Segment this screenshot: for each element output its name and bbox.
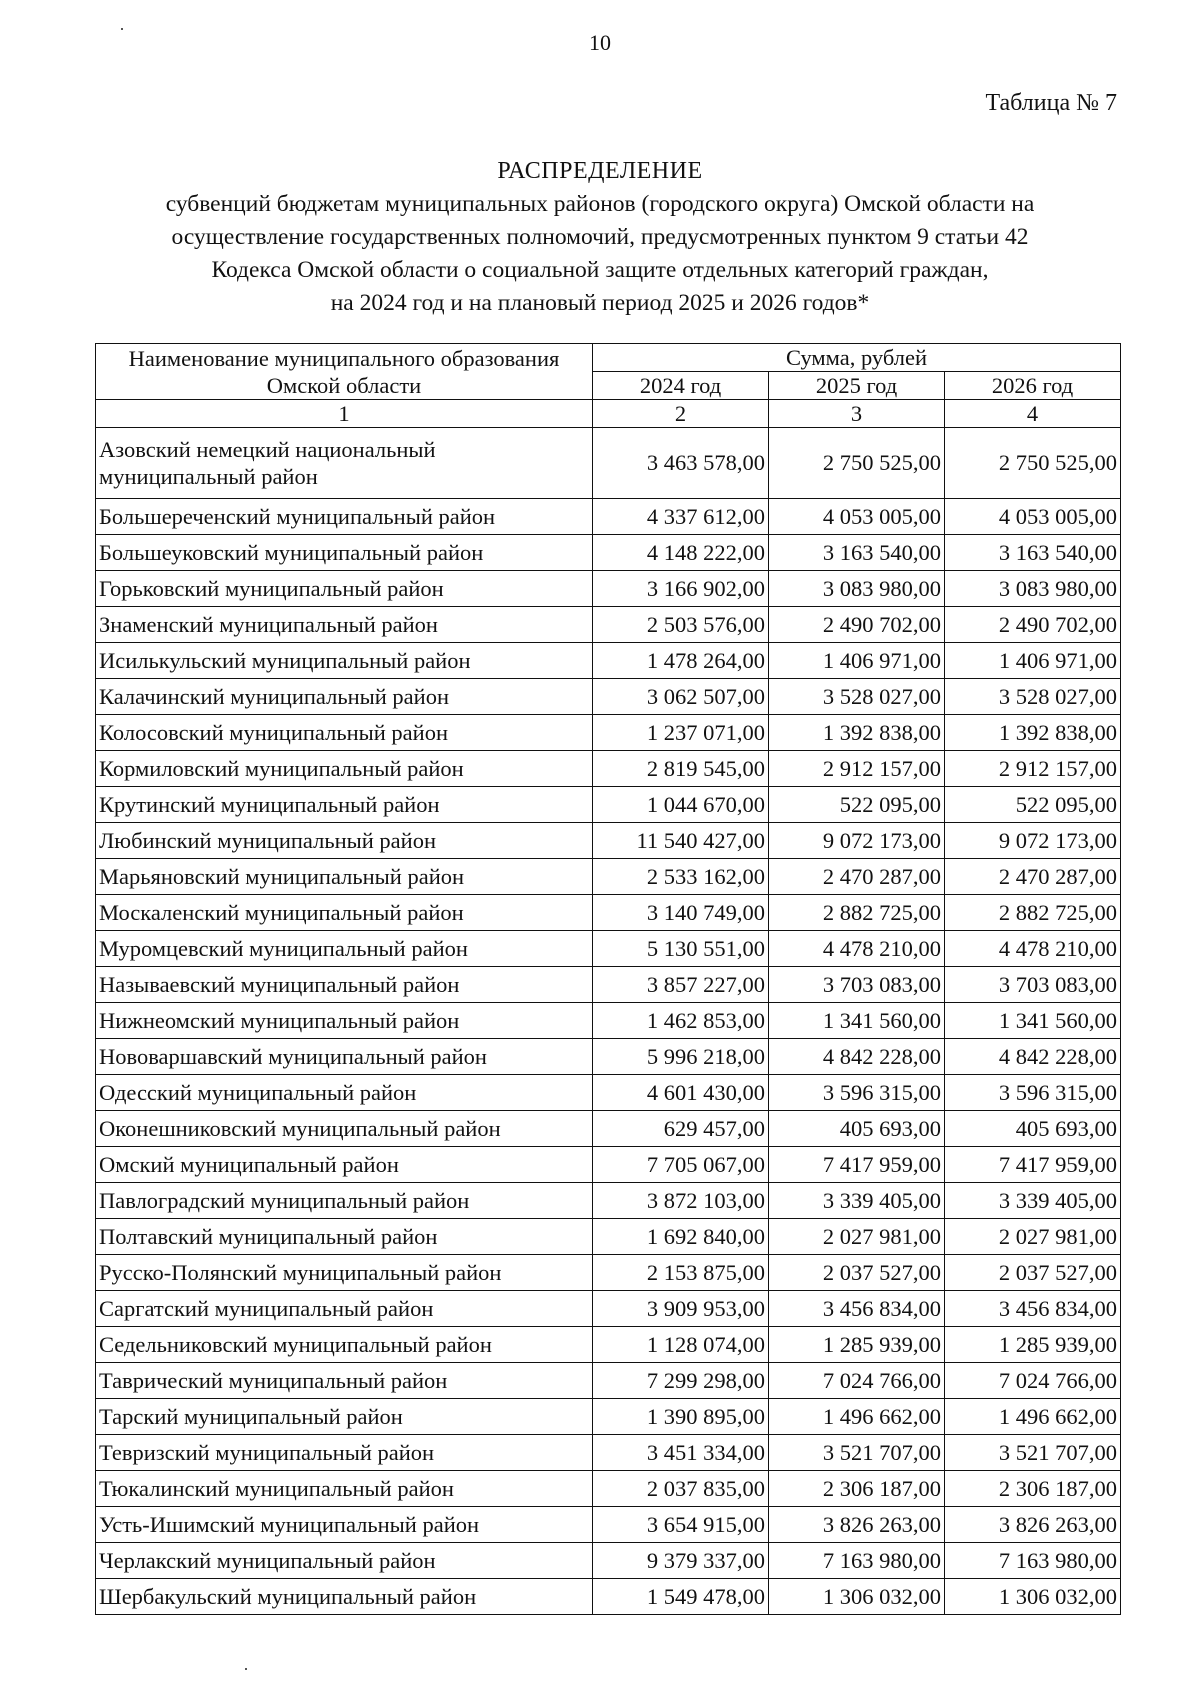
municipality-name: Нижнеомский муниципальный район — [96, 1003, 593, 1039]
table-row — [96, 967, 1121, 1003]
table-row — [96, 607, 1121, 643]
amount-2026: 1 392 838,00 — [945, 715, 1121, 751]
title-line: субвенций бюджетам муниципальных районов (городского округа) Омской области на — [165, 191, 1035, 217]
amount-2026: 7 024 766,00 — [945, 1363, 1121, 1399]
title-heading: РАСПРЕДЕЛЕНИЕ — [497, 158, 703, 184]
table-row — [96, 679, 1121, 715]
municipality-name: Усть-Ишимский муниципальный район — [96, 1507, 593, 1543]
table-row — [96, 1291, 1121, 1327]
table-row — [96, 1075, 1121, 1111]
table-row — [96, 1435, 1121, 1471]
amount-2024: 5 130 551,00 — [593, 931, 769, 967]
municipality-name: Шербакульский муниципальный район — [96, 1579, 593, 1615]
table-row — [96, 895, 1121, 931]
table-row — [96, 1327, 1121, 1363]
col-number: 3 — [769, 400, 945, 428]
table-label: Таблица № 7 — [985, 90, 1117, 116]
amount-2025: 2 306 187,00 — [769, 1471, 945, 1507]
table-row — [96, 428, 1121, 499]
municipality-name: Саргатский муниципальный район — [96, 1291, 593, 1327]
header-year-2026: 2026 год — [945, 372, 1121, 400]
amount-2026: 2 037 527,00 — [945, 1255, 1121, 1291]
table-row — [96, 571, 1121, 607]
municipality-name: Омский муниципальный район — [96, 1147, 593, 1183]
amount-2025: 1 406 971,00 — [769, 643, 945, 679]
title-line: на 2024 год и на плановый период 2025 и 2026 годов* — [330, 290, 870, 316]
municipality-name: Называевский муниципальный район — [96, 967, 593, 1003]
amount-2024: 2 503 576,00 — [593, 607, 769, 643]
table-row — [96, 643, 1121, 679]
table-row — [96, 1507, 1121, 1543]
municipality-name: Одесский муниципальный район — [96, 1075, 593, 1111]
municipality-name: Тевризский муниципальный район — [96, 1435, 593, 1471]
amount-2025: 7 024 766,00 — [769, 1363, 945, 1399]
amount-2024: 4 601 430,00 — [593, 1075, 769, 1111]
municipality-name: Кормиловский муниципальный район — [96, 751, 593, 787]
amount-2026: 7 163 980,00 — [945, 1543, 1121, 1579]
header-sum-group: Сумма, рублей — [593, 344, 1121, 372]
amount-2025: 1 496 662,00 — [769, 1399, 945, 1435]
municipality-name: Колосовский муниципальный район — [96, 715, 593, 751]
municipality-name: Тарский муниципальный район — [96, 1399, 593, 1435]
amount-2024: 3 463 578,00 — [593, 428, 769, 499]
table-row — [96, 499, 1121, 535]
amount-2025: 3 703 083,00 — [769, 967, 945, 1003]
table-row — [96, 1003, 1121, 1039]
amount-2026: 3 456 834,00 — [945, 1291, 1121, 1327]
municipality-name: Горьковский муниципальный район — [96, 571, 593, 607]
header-row — [96, 344, 1121, 372]
table-row — [96, 1111, 1121, 1147]
amount-2024: 2 819 545,00 — [593, 751, 769, 787]
municipality-name: Полтавский муниципальный район — [96, 1219, 593, 1255]
amount-2026: 3 521 707,00 — [945, 1435, 1121, 1471]
page-number: 10 — [589, 30, 611, 55]
table-body — [96, 428, 1121, 1615]
amount-2025: 2 027 981,00 — [769, 1219, 945, 1255]
amount-2025: 7 417 959,00 — [769, 1147, 945, 1183]
amount-2026: 3 596 315,00 — [945, 1075, 1121, 1111]
title-line: Кодекса Омской области о социальной защите отдельных категорий граждан, — [211, 257, 989, 283]
table-row — [96, 1363, 1121, 1399]
amount-2026: 2 027 981,00 — [945, 1219, 1121, 1255]
municipality-name: Исилькульский муниципальный район — [96, 643, 593, 679]
amount-2025: 3 456 834,00 — [769, 1291, 945, 1327]
amount-2026: 2 306 187,00 — [945, 1471, 1121, 1507]
amount-2026: 3 528 027,00 — [945, 679, 1121, 715]
amount-2024: 3 062 507,00 — [593, 679, 769, 715]
amount-2026: 3 163 540,00 — [945, 535, 1121, 571]
amount-2025: 7 163 980,00 — [769, 1543, 945, 1579]
amount-2026: 4 053 005,00 — [945, 499, 1121, 535]
amount-2026: 2 882 725,00 — [945, 895, 1121, 931]
amount-2025: 2 470 287,00 — [769, 859, 945, 895]
header-name-column: Наименование муниципального образования Омской области — [96, 344, 593, 400]
municipality-name: Азовский немецкий национальный муниципальный район — [96, 428, 593, 499]
amount-2024: 1 128 074,00 — [593, 1327, 769, 1363]
amount-2024: 7 705 067,00 — [593, 1147, 769, 1183]
amount-2026: 4 842 228,00 — [945, 1039, 1121, 1075]
table-row — [96, 859, 1121, 895]
municipality-name: Таврический муниципальный район — [96, 1363, 593, 1399]
amount-2024: 5 996 218,00 — [593, 1039, 769, 1075]
amount-2026: 2 470 287,00 — [945, 859, 1121, 895]
amount-2024: 2 037 835,00 — [593, 1471, 769, 1507]
amount-2025: 9 072 173,00 — [769, 823, 945, 859]
amount-2024: 3 654 915,00 — [593, 1507, 769, 1543]
municipality-name: Русско-Полянский муниципальный район — [96, 1255, 593, 1291]
municipality-name: Калачинский муниципальный район — [96, 679, 593, 715]
amount-2026: 7 417 959,00 — [945, 1147, 1121, 1183]
amount-2024: 2 533 162,00 — [593, 859, 769, 895]
amount-2025: 3 339 405,00 — [769, 1183, 945, 1219]
table-row — [96, 1219, 1121, 1255]
amount-2025: 2 037 527,00 — [769, 1255, 945, 1291]
amount-2026: 9 072 173,00 — [945, 823, 1121, 859]
table-row — [96, 823, 1121, 859]
municipality-name: Оконешниковский муниципальный район — [96, 1111, 593, 1147]
amount-2024: 629 457,00 — [593, 1111, 769, 1147]
amount-2024: 3 166 902,00 — [593, 571, 769, 607]
amount-2025: 3 596 315,00 — [769, 1075, 945, 1111]
amount-2025: 3 163 540,00 — [769, 535, 945, 571]
municipality-name: Павлоградский муниципальный район — [96, 1183, 593, 1219]
amount-2025: 2 882 725,00 — [769, 895, 945, 931]
amount-2024: 3 909 953,00 — [593, 1291, 769, 1327]
municipality-name: Москаленский муниципальный район — [96, 895, 593, 931]
table-header — [96, 344, 1121, 428]
municipality-name: Марьяновский муниципальный район — [96, 859, 593, 895]
document-title — [100, 155, 1100, 320]
header-year-2025: 2025 год — [769, 372, 945, 400]
amount-2024: 3 872 103,00 — [593, 1183, 769, 1219]
amount-2024: 3 451 334,00 — [593, 1435, 769, 1471]
table-row — [96, 751, 1121, 787]
scan-speck — [121, 28, 123, 30]
amount-2026: 2 490 702,00 — [945, 607, 1121, 643]
amount-2024: 1 462 853,00 — [593, 1003, 769, 1039]
amount-2024: 1 237 071,00 — [593, 715, 769, 751]
col-number: 2 — [593, 400, 769, 428]
amount-2024: 4 337 612,00 — [593, 499, 769, 535]
scan-speck — [245, 1668, 247, 1670]
municipality-name: Большереченский муниципальный район — [96, 499, 593, 535]
amount-2025: 1 306 032,00 — [769, 1579, 945, 1615]
table-row — [96, 535, 1121, 571]
municipality-name: Черлакский муниципальный район — [96, 1543, 593, 1579]
header-col-numbers-row — [96, 400, 1121, 428]
amount-2025: 522 095,00 — [769, 787, 945, 823]
amount-2024: 11 540 427,00 — [593, 823, 769, 859]
amount-2026: 522 095,00 — [945, 787, 1121, 823]
amount-2026: 3 083 980,00 — [945, 571, 1121, 607]
amount-2025: 3 528 027,00 — [769, 679, 945, 715]
municipality-name: Любинский муниципальный район — [96, 823, 593, 859]
amount-2026: 1 341 560,00 — [945, 1003, 1121, 1039]
amount-2026: 3 339 405,00 — [945, 1183, 1121, 1219]
table-row — [96, 1399, 1121, 1435]
amount-2024: 4 148 222,00 — [593, 535, 769, 571]
amount-2025: 1 341 560,00 — [769, 1003, 945, 1039]
amount-2024: 1 044 670,00 — [593, 787, 769, 823]
amount-2025: 4 053 005,00 — [769, 499, 945, 535]
amount-2026: 3 826 263,00 — [945, 1507, 1121, 1543]
amount-2024: 2 153 875,00 — [593, 1255, 769, 1291]
amount-2025: 2 490 702,00 — [769, 607, 945, 643]
amount-2025: 1 392 838,00 — [769, 715, 945, 751]
title-line: осуществление государственных полномочий, предусмотренных пунктом 9 статьи 42 — [171, 224, 1029, 250]
municipality-name: Муромцевский муниципальный район — [96, 931, 593, 967]
amount-2026: 405 693,00 — [945, 1111, 1121, 1147]
table-row — [96, 1543, 1121, 1579]
amount-2025: 1 285 939,00 — [769, 1327, 945, 1363]
table-row — [96, 715, 1121, 751]
amount-2025: 405 693,00 — [769, 1111, 945, 1147]
col-number: 1 — [96, 400, 593, 428]
table-row — [96, 1183, 1121, 1219]
table-row — [96, 1039, 1121, 1075]
amount-2025: 3 083 980,00 — [769, 571, 945, 607]
amount-2025: 2 750 525,00 — [769, 428, 945, 499]
amount-2026: 2 912 157,00 — [945, 751, 1121, 787]
distribution-table — [95, 343, 1121, 1615]
amount-2025: 4 478 210,00 — [769, 931, 945, 967]
amount-2024: 7 299 298,00 — [593, 1363, 769, 1399]
table-row — [96, 787, 1121, 823]
amount-2024: 3 857 227,00 — [593, 967, 769, 1003]
municipality-name: Тюкалинский муниципальный район — [96, 1471, 593, 1507]
amount-2024: 1 390 895,00 — [593, 1399, 769, 1435]
municipality-name: Седельниковский муниципальный район — [96, 1327, 593, 1363]
amount-2026: 4 478 210,00 — [945, 931, 1121, 967]
amount-2025: 3 826 263,00 — [769, 1507, 945, 1543]
municipality-name: Нововаршавский муниципальный район — [96, 1039, 593, 1075]
col-number: 4 — [945, 400, 1121, 428]
amount-2025: 4 842 228,00 — [769, 1039, 945, 1075]
amount-2026: 3 703 083,00 — [945, 967, 1121, 1003]
amount-2024: 1 549 478,00 — [593, 1579, 769, 1615]
municipality-name: Большеуковский муниципальный район — [96, 535, 593, 571]
table-row — [96, 931, 1121, 967]
table-row — [96, 1579, 1121, 1615]
amount-2025: 2 912 157,00 — [769, 751, 945, 787]
amount-2026: 2 750 525,00 — [945, 428, 1121, 499]
amount-2026: 1 406 971,00 — [945, 643, 1121, 679]
amount-2026: 1 306 032,00 — [945, 1579, 1121, 1615]
municipality-name: Крутинский муниципальный район — [96, 787, 593, 823]
amount-2024: 1 692 840,00 — [593, 1219, 769, 1255]
amount-2024: 1 478 264,00 — [593, 643, 769, 679]
table-row — [96, 1147, 1121, 1183]
table-row — [96, 1255, 1121, 1291]
amount-2025: 3 521 707,00 — [769, 1435, 945, 1471]
table-row — [96, 1471, 1121, 1507]
amount-2024: 3 140 749,00 — [593, 895, 769, 931]
amount-2026: 1 496 662,00 — [945, 1399, 1121, 1435]
amount-2024: 9 379 337,00 — [593, 1543, 769, 1579]
amount-2026: 1 285 939,00 — [945, 1327, 1121, 1363]
municipality-name: Знаменский муниципальный район — [96, 607, 593, 643]
header-year-2024: 2024 год — [593, 372, 769, 400]
